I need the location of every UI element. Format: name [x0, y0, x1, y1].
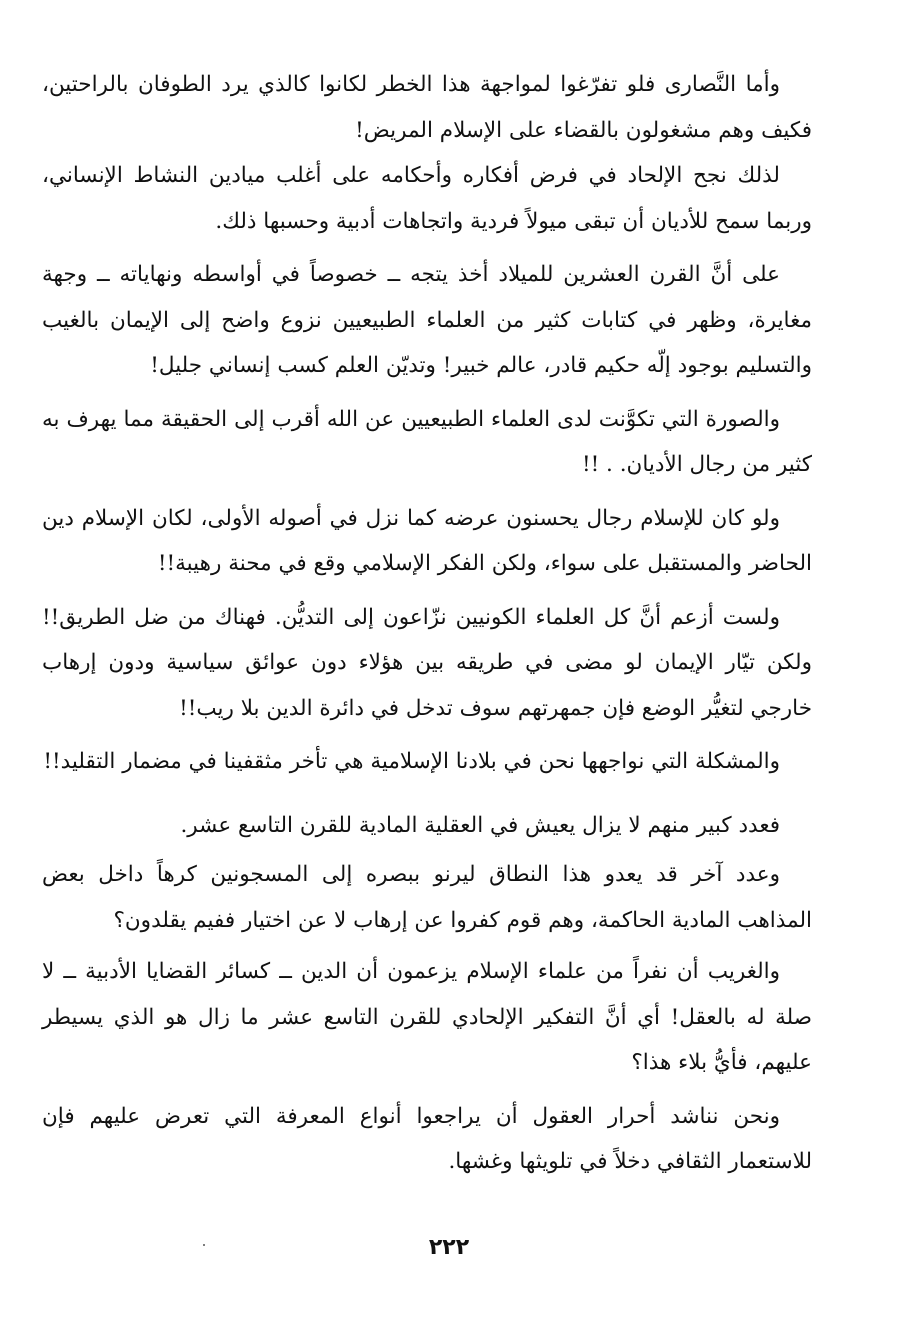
paragraph-7: والمشكلة التي نواجهها نحن في بلادنا الإسلامية هي تأخر مثقفينا في مضمار التقليد!! [43, 749, 780, 774]
page-body [42, 62, 812, 1242]
paragraph-1: وأما النَّصارى فلو تفرّغوا لمواجهة هذا الخطر لكانوا كالذي يرد الطوفان بالراحتين، فكيف وهم مشغولون بالقضاء على الإسلام المريض! [42, 72, 812, 143]
page-number: ٢٢٢ [428, 1235, 470, 1260]
paragraph-9: وعدد آخر قد يعدو هذا النطاق ليرنو ببصره إلى المسجونين كرهاً داخل بعض المذاهب المادية الحاكمة، وهم قوم كفروا عن إرهاب لا عن اختيار ففيم يقلدون؟ [42, 862, 812, 933]
paragraph-8: فعدد كبير منهم لا يزال يعيش في العقلية المادية للقرن التاسع عشر. [180, 812, 780, 838]
paragraph-5: ولو كان للإسلام رجال يحسنون عرضه كما نزل في أصوله الأولى، لكان الإسلام دين الحاضر والمستقبل على سواء، ولكن الفكر الإسلامي وقع في محنة رهيبة!! [42, 505, 812, 576]
paragraph-2: لذلك نجح الإلحاد في فرض أفكاره وأحكامه على أغلب ميادين النشاط الإنساني، وربما سمح للأديان أن تبقى ميولاً فردية واتجاهات أدبية وحسبها ذلك. [42, 163, 812, 234]
paragraph-3: على أنَّ القرن العشرين للميلاد أخذ يتجه ــ خصوصاً في أواسطه ونهاياته ــ وجهة مغايرة، وظهر في كتابات كثير من العلماء الطبيعيين نزوع واضح إلى الإيمان بالغيب والتسليم بوجود إلّه حكيم قادر، عالم خبير! وتديّن العلم كسب إنساني جليل! [42, 262, 812, 378]
paragraph-11: ونحن نناشد أحرار العقول أن يراجعوا أنواع المعرفة التي تعرض عليهم فإن للاستعمار الثقافي دخلاً في تلويثها وغشها. [42, 1103, 812, 1174]
paragraph-4: والصورة التي تكوَّنت لدى العلماء الطبيعيين عن الله أقرب إلى الحقيقة مما يهرف به كثير من رجال الأديان. . !! [42, 406, 812, 477]
paragraph-10: والغريب أن نفراً من علماء الإسلام يزعمون أن الدين ــ كسائر القضايا الأدبية ــ لا صلة له بالعقل! أي أنَّ التفكير الإلحادي للقرن التاسع عشر ما زال هو الذي يسيطر عليهم، فأيُّ بلاء هذا؟ [42, 959, 812, 1075]
paragraph-6: ولست أزعم أنَّ كل العلماء الكونيين نزّاعون إلى التديُّن. فهناك من ضل الطريق!! ولكن تيّار الإيمان لو مضى في طريقه بين هؤلاء دون عوائق سياسية ودون إرهاب خارجي لتغيُّر الوضع فإن جمهرتهم سوف تدخل في دائرة الدين بلا ريب!! [42, 604, 812, 721]
